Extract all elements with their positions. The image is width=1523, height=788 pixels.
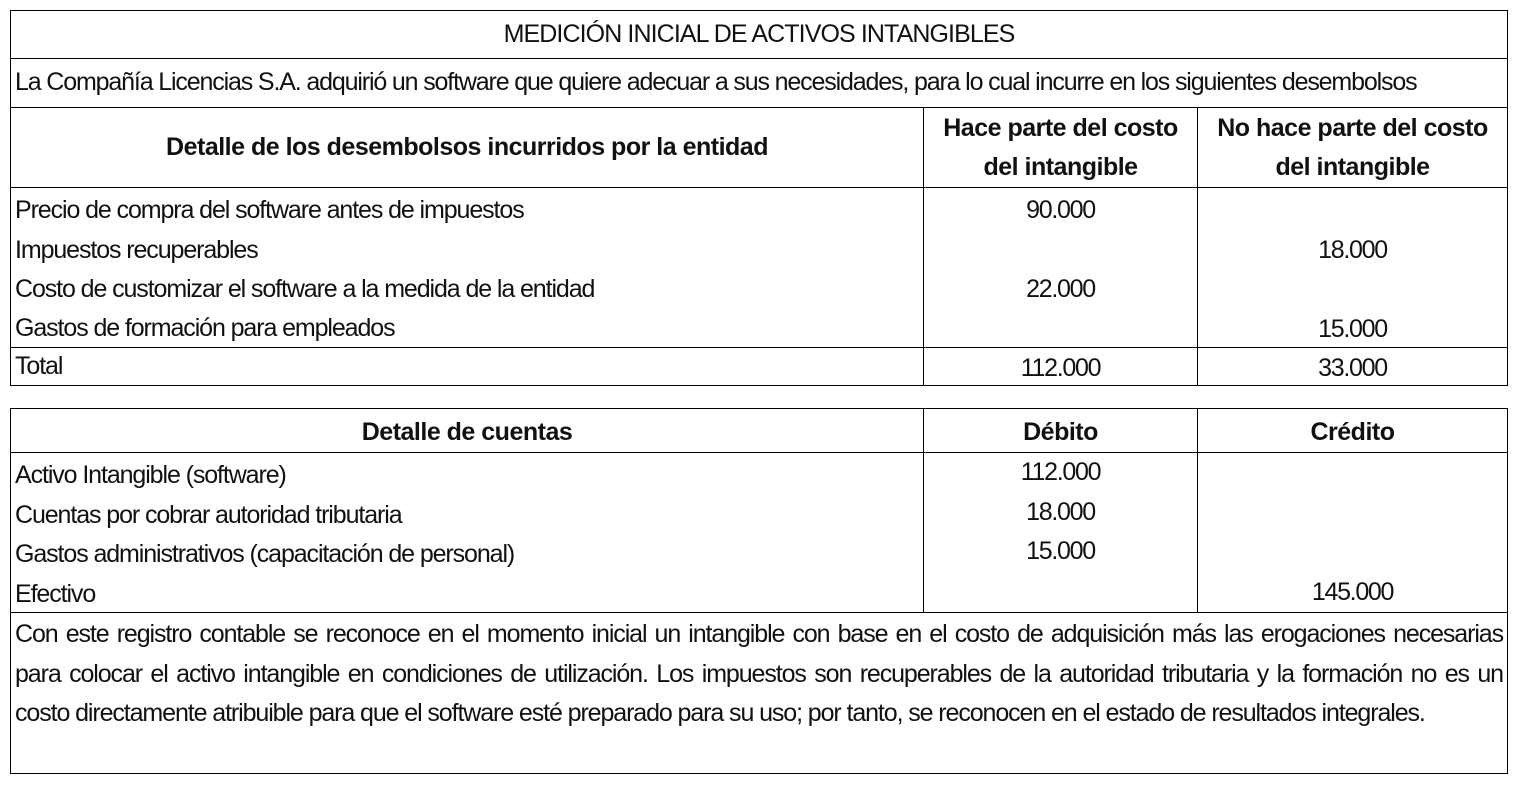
header-detail: Detalle de los desembolsos incurridos por la entidad xyxy=(166,133,768,161)
body-nopart-col xyxy=(1197,188,1507,347)
header-nopart-line1: No hace parte del costo xyxy=(1217,114,1488,142)
header-credit: Crédito xyxy=(1310,418,1395,446)
credit-col xyxy=(1197,453,1507,612)
header-credit-cell xyxy=(1197,409,1507,452)
total-label: Total xyxy=(15,352,63,380)
row-label: Gastos de formación para empleados xyxy=(15,314,395,342)
debit-value: 112.000 xyxy=(1020,458,1101,486)
body-part-col xyxy=(923,188,1197,347)
header-nopart-line2: del intangible xyxy=(1275,153,1430,181)
part-value: 90.000 xyxy=(1026,196,1095,224)
debit-value: 18.000 xyxy=(1026,498,1095,526)
total-part: 112.000 xyxy=(1020,354,1101,382)
debit-value: 15.000 xyxy=(1026,537,1095,565)
row-label: Precio de compra del software antes de impuestos xyxy=(15,196,524,224)
total-row xyxy=(11,347,1507,385)
journal-entry-table xyxy=(10,408,1508,774)
note-row xyxy=(11,612,1507,773)
account-label: Activo Intangible (software) xyxy=(15,461,286,489)
header-nopart-cell xyxy=(1197,108,1507,187)
nopart-value: 18.000 xyxy=(1318,236,1387,264)
header-part-cell xyxy=(923,108,1197,187)
total-nopart: 33.000 xyxy=(1318,354,1387,382)
nopart-value: 15.000 xyxy=(1318,315,1387,343)
explanatory-note: Con este registro contable se reconoce en el momento inicial un intangible con base en el costo de adquisición más las erogaciones necesarias para colocar el activo intangible en condiciones de utilización. Los impuestos son recuperables de la autoridad tributaria y la formación no es un costo directamente atribuible para que el software esté preparado para su uso; por tanto, se reconocen en el estado de resultados integrales. xyxy=(15,620,1503,727)
total-label-cell xyxy=(11,348,923,385)
header-accounts-cell xyxy=(11,409,923,452)
part-value: 22.000 xyxy=(1026,275,1095,303)
intro-text: La Compañía Licencias S.A. adquirió un software que quiere adecuar a sus necesidades, para lo cual incurre en los siguientes desembolsos xyxy=(15,68,1417,96)
table2-body xyxy=(11,452,1507,612)
title-row xyxy=(11,11,1507,58)
credit-value: 145.000 xyxy=(1311,578,1394,606)
debit-col xyxy=(923,453,1197,612)
accounts-col xyxy=(11,453,923,612)
total-nopart-cell xyxy=(1197,348,1507,385)
table1-body xyxy=(11,187,1507,347)
account-label: Gastos administrativos (capacitación de personal) xyxy=(15,540,515,568)
account-label: Efectivo xyxy=(15,580,96,608)
header-debit-cell xyxy=(923,409,1197,452)
body-label-col xyxy=(11,188,923,347)
disbursements-table xyxy=(10,10,1508,386)
header-part-line1: Hace parte del costo xyxy=(943,114,1178,142)
table1-header-row xyxy=(11,107,1507,187)
account-label: Cuentas por cobrar autoridad tributaria xyxy=(15,501,402,529)
row-label: Costo de customizar el software a la medida de la entidad xyxy=(15,275,595,303)
total-part-cell xyxy=(923,348,1197,385)
table2-header-row xyxy=(11,409,1507,452)
row-label: Impuestos recuperables xyxy=(15,236,258,264)
intro-row xyxy=(11,58,1507,107)
header-part-line2: del intangible xyxy=(983,153,1138,181)
header-accounts: Detalle de cuentas xyxy=(361,418,573,446)
page-title: MEDICIÓN INICIAL DE ACTIVOS INTANGIBLES xyxy=(503,20,1015,48)
header-debit: Débito xyxy=(1023,418,1098,446)
header-detail-cell xyxy=(11,108,923,187)
